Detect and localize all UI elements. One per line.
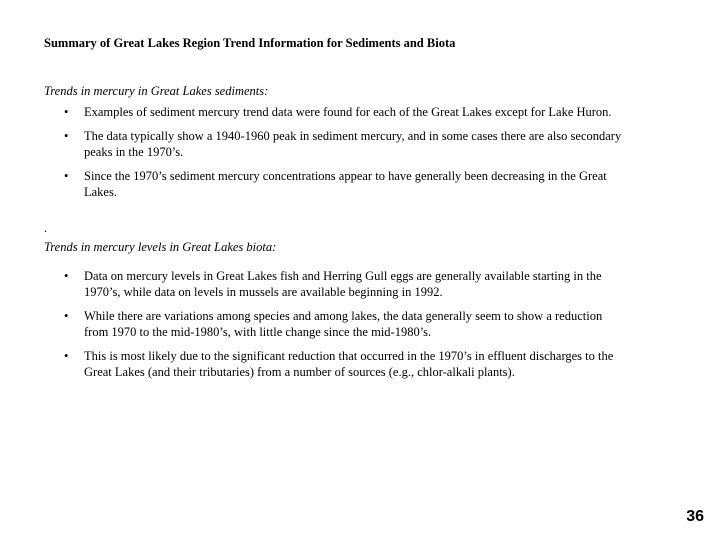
list-item (64, 168, 624, 200)
stray-period: . (44, 221, 48, 235)
list-item (64, 104, 624, 120)
list-item (64, 348, 624, 380)
slide-title: Summary of Great Lakes Region Trend Information for Sediments and Biota (44, 36, 456, 50)
bullet-text: Examples of sediment mercury trend data were found for each of the Great Lakes except for Lake Huron. (84, 105, 612, 119)
list-item (64, 268, 624, 300)
bullet-text: Since the 1970’s sediment mercury concentrations appear to have generally been decreasing in the Great Lakes. (84, 169, 607, 199)
sediments-heading: Trends in mercury in Great Lakes sediments: (44, 84, 269, 98)
bullet-icon: • (64, 169, 69, 183)
biota-bullet-list (64, 268, 624, 388)
bullet-text: The data typically show a 1940-1960 peak in sediment mercury, and in some cases there are also secondary peaks in the 1970’s. (84, 129, 622, 159)
bullet-text: While there are variations among species and among lakes, the data generally seem to show a reduction from 1970 to the mid-1980’s, with little change since the mid-1980’s. (84, 309, 603, 339)
bullet-text: This is most likely due to the significant reduction that occurred in the 1970’s in effluent discharges to the Great Lakes (and their tributaries) from a number of sources (e.g., chlor-alkali plants). (84, 349, 614, 379)
bullet-icon: • (64, 105, 69, 119)
bullet-text: Data on mercury levels in Great Lakes fish and Herring Gull eggs are generally available starting in the 1970’s, while data on levels in mussels are available beginning in 1992. (84, 269, 602, 299)
bullet-icon: • (64, 309, 69, 323)
page-number: 36 (686, 508, 704, 525)
biota-heading: Trends in mercury levels in Great Lakes biota: (44, 240, 277, 254)
bullet-icon: • (64, 129, 69, 143)
sediments-bullet-list (64, 104, 624, 208)
bullet-icon: • (64, 349, 69, 363)
list-item (64, 128, 624, 160)
bullet-icon: • (64, 269, 69, 283)
list-item (64, 308, 624, 340)
